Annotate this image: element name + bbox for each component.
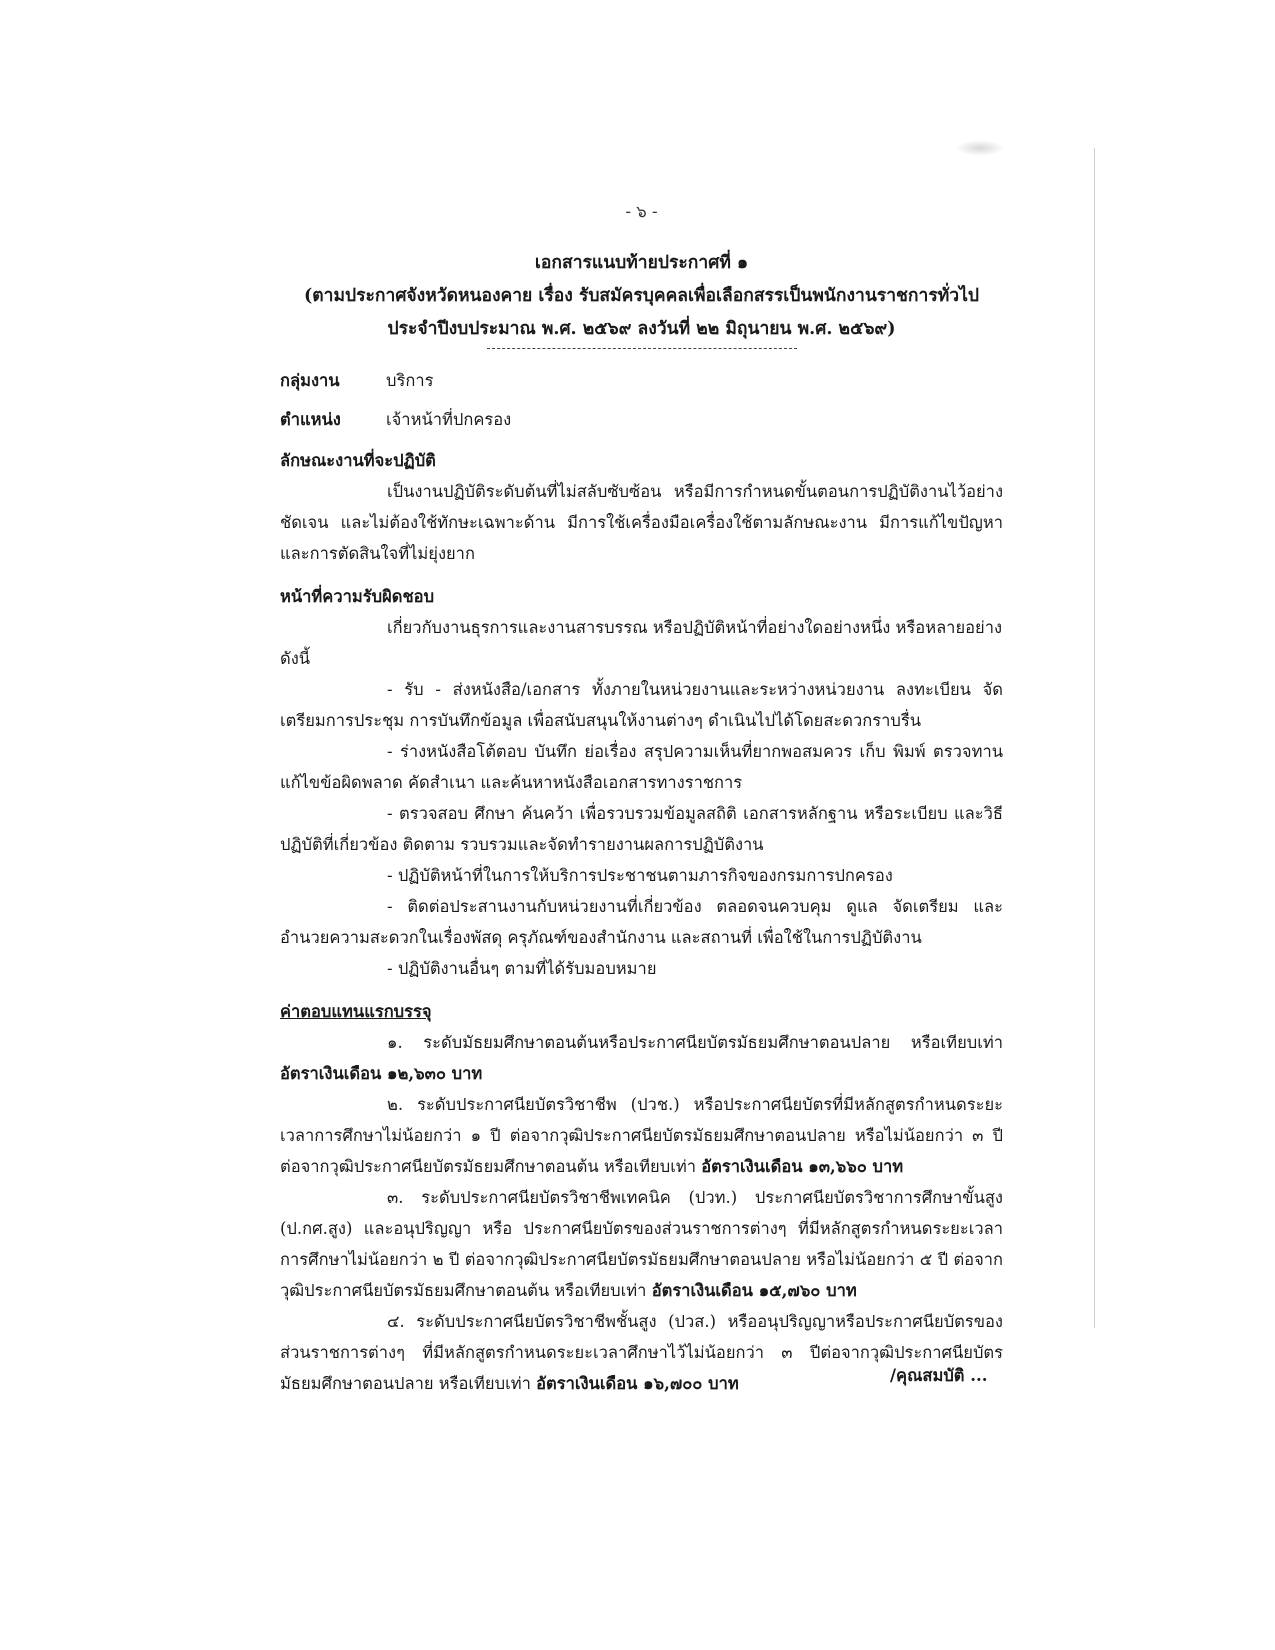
duty-item: - ร่างหนังสือโต้ตอบ บันทึก ย่อเรื่อง สรุปความเห็นที่ยากพอสมควร เก็บ พิมพ์ ตรวจทาน แก้ไขข้อผิดพลาด คัดสำเนา และค้นหาหนังสือเอกสารทางราชการ xyxy=(280,742,1003,792)
duty-item: - ติดต่อประสานงานกับหน่วยงานที่เกี่ยวข้อง ตลอดจนควบคุม ดูแล จัดเตรียม และอำนวยความสะดวกในเรื่องพัสดุ ครุภัณฑ์ของสำนักงาน และสถานที่ เพื่อใช้ในการปฏิบัติงาน xyxy=(280,897,1003,947)
duties-intro: เกี่ยวกับงานธุรการและงานสารบรรณ หรือปฏิบัติหน้าที่อย่างใดอย่างหนึ่ง หรือหลายอย่าง ดังนี้ xyxy=(280,618,1003,668)
announcement-reference: (ตามประกาศจังหวัดหนองคาย เรื่อง รับสมัครบุคคลเพื่อเลือกสรรเป็นพนักงานราชการทั่วไป xyxy=(303,286,979,306)
compensation-heading: ค่าตอบแทนแรกบรรจุ xyxy=(280,1002,432,1021)
salary-amount: อัตราเงินเดือน ๑๓,๖๖๐ บาท xyxy=(701,1157,904,1176)
field-value: เจ้าหน้าที่ปกครอง xyxy=(386,410,512,429)
scan-artifact xyxy=(955,140,1005,156)
compensation-text: ๒. ระดับประกาศนียบัตรวิชาชีพ (ปวช.) หรือประกาศนียบัตรที่มีหลักสูตรกำหนดระยะเวลาการศึกษาไม่น้อยกว่า ๑ ปี ต่อจากวุฒิประกาศนียบัตรมัธยมศึกษาตอนปลาย หรือไม่น้อยกว่า ๓ ปี ต่อจากวุฒิประกาศนียบัตรมัธยมศึกษาตอนต้น หรือเทียบเท่า xyxy=(280,1095,1003,1176)
duties-heading: หน้าที่ความรับผิดชอบ xyxy=(280,587,435,606)
page-edge-line xyxy=(1094,148,1095,1328)
separator-line xyxy=(487,348,797,349)
compensation-text: ๓. ระดับประกาศนียบัตรวิชาชีพเทคนิค (ปวท.) ประกาศนียบัตรวิชาการศึกษาขั้นสูง (ป.กศ.สูง) และอนุปริญญา หรือ ประกาศนียบัตรของส่วนราชการต่างๆ ที่มีหลักสูตรกำหนดระยะเวลาการศึกษาไม่น้อยกว่า ๒ ปี ต่อจากวุฒิประกาศนียบัตรมัธยมศึกษาตอนปลาย หรือไม่น้อยกว่า ๕ ปี ต่อจากวุฒิประกาศนียบัตรมัธยมศึกษาตอนต้น หรือเทียบเท่า xyxy=(280,1188,1003,1300)
duty-item: - ปฏิบัติหน้าที่ในการให้บริการประชาชนตามภารกิจของกรมการปกครอง xyxy=(387,866,893,885)
compensation-text: ๔. ระดับประกาศนียบัตรวิชาชีพชั้นสูง (ปวส.) หรืออนุปริญญาหรือประกาศนียบัตรของส่วนราชการต่างๆ ที่มีหลักสูตรกำหนดระยะเวลาศึกษาไว้ไม่น้อยกว่า ๓ ปีต่อจากวุฒิประกาศนียบัตรมัธยมศึกษาตอนปลาย หรือเทียบเท่า xyxy=(280,1312,1003,1393)
salary-amount: อัตราเงินเดือน ๑๖,๗๐๐ บาท xyxy=(536,1374,739,1393)
field-label: กลุ่มงาน xyxy=(280,371,340,390)
compensation-item xyxy=(280,1182,1003,1306)
salary-amount: อัตราเงินเดือน ๑๕,๗๖๐ บาท xyxy=(651,1281,857,1300)
job-nature-heading: ลักษณะงานที่จะปฏิบัติ xyxy=(280,451,436,470)
duty-item: - รับ - ส่งหนังสือ/เอกสาร ทั้งภายในหน่วยงานและระหว่างหน่วยงาน ลงทะเบียน จัดเตรียมการประชุม การบันทึกข้อมูล เพื่อสนับสนุนให้งานต่างๆ ดำเนินไปได้โดยสะดวกราบรื่น xyxy=(280,680,1003,730)
duty-item: - ปฏิบัติงานอื่นๆ ตามที่ได้รับมอบหมาย xyxy=(387,959,657,978)
page-number: - ๖ - xyxy=(625,202,658,221)
salary-amount: อัตราเงินเดือน ๑๒,๖๓๐ บาท xyxy=(280,1064,483,1083)
continued-marker: /คุณสมบัติ ... xyxy=(890,1366,988,1385)
duty-item: - ตรวจสอบ ศึกษา ค้นคว้า เพื่อรวบรวมข้อมูลสถิติ เอกสารหลักฐาน หรือระเบียบ และวิธีปฏิบัติที่เกี่ยวข้อง ติดตาม รวบรวมและจัดทำรายงานผลการปฏิบัติงาน xyxy=(280,804,1003,854)
job-nature-text: เป็นงานปฏิบัติระดับต้นที่ไม่สลับซับซ้อน หรือมีการกำหนดขั้นตอนการปฏิบัติงานไว้อย่างชัดเจน และไม่ต้องใช้ทักษะเฉพาะด้าน มีการใช้เครื่องมือเครื่องใช้ตามลักษณะงาน มีการแก้ไขปัญหาและการตัดสินใจที่ไม่ยุ่งยาก xyxy=(280,482,1003,563)
compensation-item xyxy=(280,1089,1003,1182)
announcement-date: ประจำปีงบประมาณ พ.ศ. ๒๕๖๙ ลงวันที่ ๒๒ มิถุนายน พ.ศ. ๒๕๖๙) xyxy=(387,319,896,339)
compensation-item xyxy=(280,1027,1003,1089)
field-position xyxy=(280,404,1003,435)
document-page xyxy=(280,196,1003,1399)
field-work-group xyxy=(280,365,1003,396)
compensation-text: ๑. ระดับมัธยมศึกษาตอนต้นหรือประกาศนียบัตรมัธยมศึกษาตอนปลาย หรือเทียบเท่า xyxy=(387,1033,1003,1052)
field-value: บริการ xyxy=(386,371,434,390)
field-label: ตำแหน่ง xyxy=(280,410,341,429)
attachment-title: เอกสารแนบท้ายประกาศที่ ๑ xyxy=(534,253,749,273)
